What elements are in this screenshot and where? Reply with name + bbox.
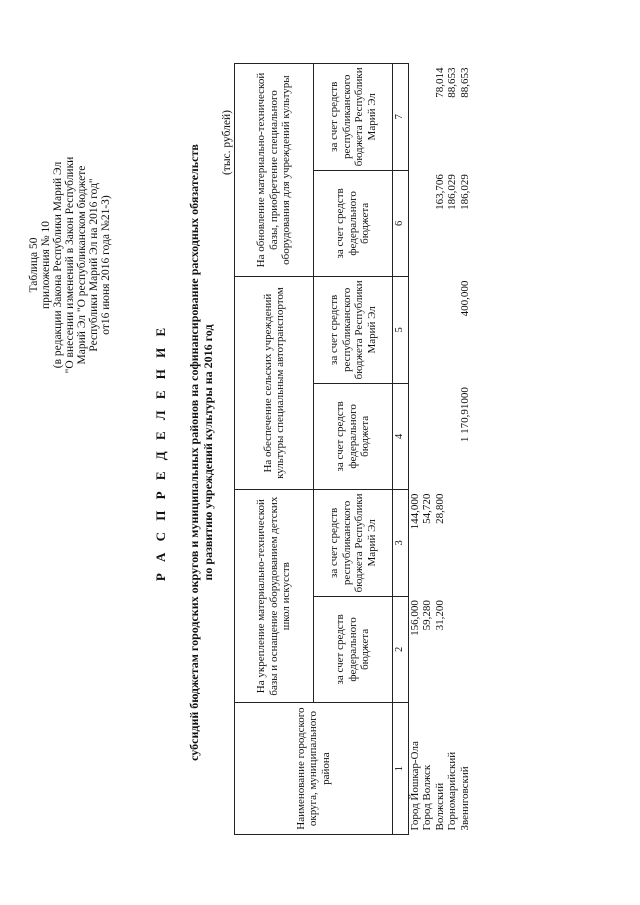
header-federal: за счет средств федерального бюджета bbox=[314, 596, 393, 703]
header-federal: за счет средств федерального бюджета bbox=[314, 170, 393, 277]
header-name-column: Наименование городского округа, муниципального района bbox=[235, 703, 393, 835]
cell-value bbox=[446, 490, 459, 597]
cell-value: 28,800 bbox=[433, 493, 446, 524]
subtitle-line: субсидий бюджетам городских округов и муниципальных районов на софинансирование расходных обязательств bbox=[187, 144, 201, 761]
cell-value: 1 170,91000 bbox=[458, 387, 471, 443]
appendix-header bbox=[28, 135, 112, 395]
appendix-line: (в редакции Закона Республики Марий Эл bbox=[52, 161, 64, 369]
column-number: 3 bbox=[393, 490, 409, 597]
cell-value: 163,706 bbox=[433, 174, 446, 210]
appendix-line: Республики Марий Эл на 2016 год" bbox=[88, 178, 100, 352]
cell-value: 88,653 bbox=[458, 67, 471, 98]
header-group-art-schools: На укрепление материально-технической базы и оснащение оборудованием детских школ искусств bbox=[235, 490, 314, 703]
column-number: 5 bbox=[393, 277, 409, 384]
cell-value: 88,653 bbox=[446, 67, 458, 98]
column-number: 4 bbox=[393, 383, 409, 490]
document-subtitle bbox=[187, 0, 215, 905]
appendix-line: Марий Эл "О республиканском бюджете bbox=[76, 165, 88, 365]
table-row bbox=[421, 64, 434, 835]
cell-value bbox=[459, 596, 472, 703]
table-row bbox=[446, 64, 459, 835]
cell-value bbox=[421, 383, 434, 490]
cell-value: 400,000 bbox=[458, 280, 471, 317]
cell-value bbox=[446, 277, 459, 384]
document-title: Р А С П Р Е Д Е Л Е Н И Е bbox=[153, 323, 168, 582]
table-number: Таблица 50 bbox=[28, 237, 40, 293]
appendix-line: "О внесении изменений в Закон Республики bbox=[64, 156, 76, 374]
row-name: Город Йошкар-Ола bbox=[408, 741, 421, 831]
cell-value: 54,720 bbox=[421, 493, 433, 524]
cell-value bbox=[408, 277, 421, 384]
cell-value: 31,200 bbox=[433, 600, 446, 631]
header-group-autotransport: На обеспечение сельских учреждений культуры специальным автотранспортом bbox=[235, 277, 314, 490]
subsidy-table bbox=[234, 63, 471, 835]
header-group-equipment: На обновление материально-технической базы, приобретение специального оборудования для учреждений культуры bbox=[235, 64, 314, 277]
cell-value bbox=[408, 64, 421, 171]
cell-value bbox=[446, 383, 459, 490]
cell-value bbox=[446, 596, 459, 703]
row-name: Горномарийский bbox=[446, 751, 458, 831]
row-name: Звениговский bbox=[458, 766, 471, 831]
cell-value bbox=[408, 383, 421, 490]
header-republican: за счет средств республиканского бюджета Республики Марий Эл bbox=[314, 277, 393, 384]
column-number: 1 bbox=[393, 703, 409, 835]
cell-value bbox=[408, 170, 421, 277]
cell-value bbox=[434, 383, 447, 490]
cell-value bbox=[421, 64, 434, 171]
appendix-line: приложения № 10 bbox=[40, 221, 52, 309]
appendix-line: от16 июня 2016 года №21-З) bbox=[100, 195, 112, 335]
cell-value bbox=[421, 277, 434, 384]
header-republican: за счет средств республиканского бюджета Республики Марий Эл bbox=[314, 64, 393, 171]
table-row bbox=[434, 64, 447, 835]
cell-value: 59,280 bbox=[421, 600, 433, 631]
cell-value: 78,014 bbox=[433, 67, 446, 98]
row-name: Волжский bbox=[433, 782, 446, 831]
cell-value: 144,000 bbox=[408, 493, 421, 530]
cell-value: 186,029 bbox=[446, 174, 458, 210]
column-number: 2 bbox=[393, 596, 409, 703]
row-name: Город Волжск bbox=[421, 764, 433, 831]
cell-value: 156,000 bbox=[408, 600, 421, 636]
cell-value bbox=[434, 277, 447, 384]
cell-value bbox=[459, 490, 472, 597]
subtitle-line: по развитию учреждений культуры на 2016 год bbox=[201, 324, 215, 581]
header-republican: за счет средств республиканского бюджета Республики Марий Эл bbox=[314, 490, 393, 597]
table-row bbox=[459, 64, 472, 835]
cell-value: 186,029 bbox=[458, 174, 471, 210]
cell-value bbox=[421, 170, 434, 277]
table-row bbox=[408, 64, 421, 835]
header-federal: за счет средств федерального бюджета bbox=[314, 383, 393, 490]
units-label: (тыс. рублей) bbox=[221, 110, 233, 176]
column-number: 6 bbox=[393, 170, 409, 277]
column-number: 7 bbox=[393, 64, 409, 171]
